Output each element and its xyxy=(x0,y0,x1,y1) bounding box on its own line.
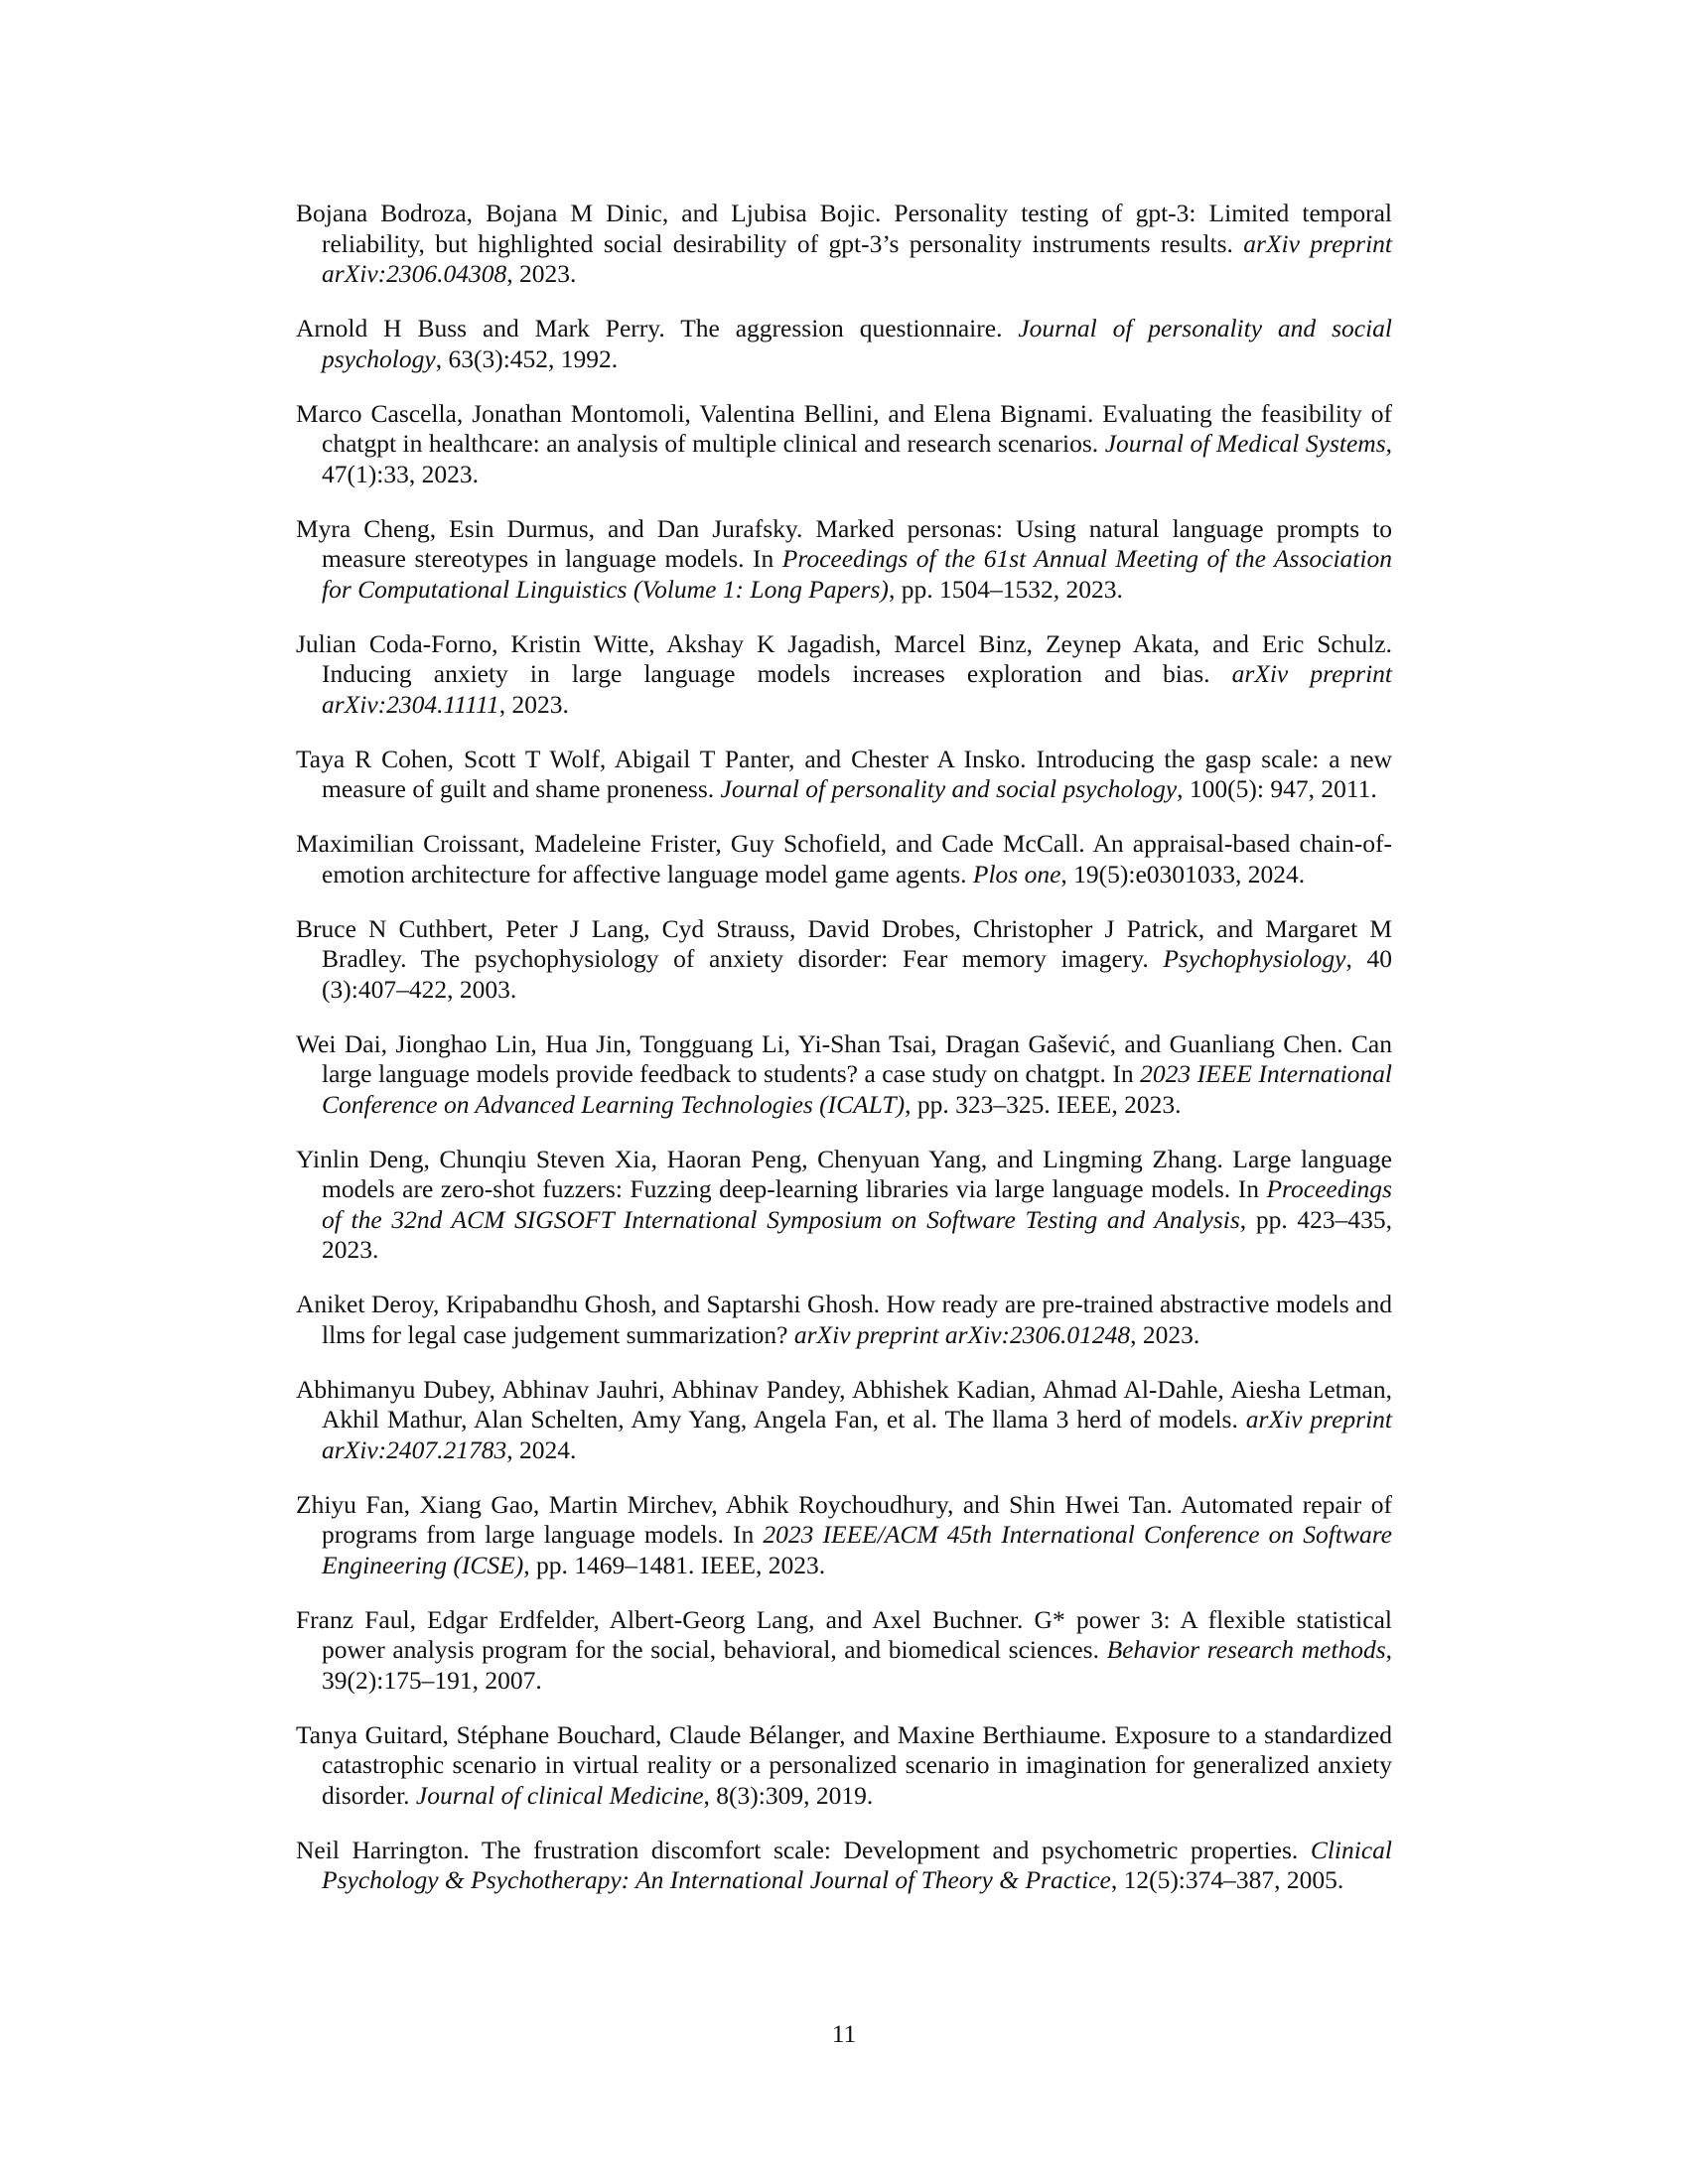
reference-venue: arXiv preprint arXiv:2304.11111 xyxy=(322,659,1392,719)
reference-text: Franz Faul, Edgar Erdfelder, Albert-Georg Lang, and Axel Buchner. G* power 3: A flexible statistical power analysis program for the social, behavioral, and biomedical sciences. xyxy=(296,1604,1392,1664)
reference-entry xyxy=(296,1490,1392,1581)
reference-text: Aniket Deroy, Kripabandhu Ghosh, and Saptarshi Ghosh. How ready are pre-trained abstractive models and llms for legal case judgement summarization? xyxy=(296,1290,1392,1349)
reference-text: Neil Harrington. The frustration discomfort scale: Development and psychometric properties. xyxy=(296,1835,1311,1864)
reference-venue: Journal of clinical Medicine xyxy=(415,1780,704,1810)
reference-entry xyxy=(296,1605,1392,1697)
reference-text: Marco Cascella, Jonathan Montomoli, Valentina Bellini, and Elena Bignami. Evaluating the feasibility of chatgpt in healthcare: an analysis of multiple clinical and research scenarios. xyxy=(296,398,1392,458)
reference-venue: arXiv preprint arXiv:2306.01248 xyxy=(793,1319,1131,1349)
reference-entry xyxy=(296,1290,1392,1350)
reference-list xyxy=(296,199,1392,1920)
reference-venue: Plos one xyxy=(972,859,1061,888)
reference-text: Tanya Guitard, Stéphane Bouchard, Claude Bélanger, and Maxine Berthiaume. Exposure to a standardized catastrophic scenario in virtual reality or a personalized scenario in imagination for generalized anxiety disorder. xyxy=(296,1719,1392,1810)
reference-text: Taya R Cohen, Scott T Wolf, Abigail T Panter, and Chester A Insko. Introducing the gasp scale: a new measure of guilt and shame proneness. xyxy=(296,744,1392,803)
reference-details: , 40 (3):407–422, 2003. xyxy=(322,944,1392,1004)
reference-text: Wei Dai, Jionghao Lin, Hua Jin, Tongguang Li, Yi-Shan Tsai, Dragan Gašević, and Guanliang Chen. Can large language models provide feedback to students? a case study on chatgpt. In xyxy=(296,1028,1392,1088)
reference-text: Bruce N Cuthbert, Peter J Lang, Cyd Strauss, David Drobes, Christopher J Patrick, and Margaret M Bradley. The psychophysiology of anxiety disorder: Fear memory imagery. xyxy=(296,913,1392,973)
reference-details: , pp. 1469–1481. IEEE, 2023. xyxy=(523,1550,826,1579)
reference-entry xyxy=(296,829,1392,889)
reference-entry xyxy=(296,314,1392,374)
reference-details: , 47(1):33, 2023. xyxy=(322,429,1392,488)
reference-entry xyxy=(296,1720,1392,1812)
reference-entry xyxy=(296,1029,1392,1121)
reference-entry xyxy=(296,745,1392,805)
reference-text: Arnold H Buss and Mark Perry. The aggression questionnaire. xyxy=(296,314,1019,342)
reference-venue: Proceedings of the 61st Annual Meeting of the Association for Computational Linguistics (Volume 1: Long Papers) xyxy=(322,544,1392,604)
reference-text: Yinlin Deng, Chunqiu Steven Xia, Haoran Peng, Chenyuan Yang, and Lingming Zhang. Large language models are zero-shot fuzzers: Fuzzing deep-learning libraries via large language models. In xyxy=(296,1144,1392,1203)
reference-venue: Journal of personality and social psychology xyxy=(720,774,1178,803)
reference-details: , 2023. xyxy=(498,689,569,719)
reference-entry xyxy=(296,1836,1392,1896)
reference-text: Julian Coda-Forno, Kristin Witte, Akshay K Jagadish, Marcel Binz, Zeynep Akata, and Eric Schulz. Inducing anxiety in large language models increases exploration and bias. xyxy=(296,628,1392,688)
reference-details: , pp. 423–435, 2023. xyxy=(322,1204,1392,1264)
reference-details: , 19(5):e0301033, 2024. xyxy=(1060,859,1306,888)
reference-details: , 2023. xyxy=(1130,1319,1200,1349)
reference-venue: arXiv preprint arXiv:2407.21783 xyxy=(322,1405,1392,1464)
reference-text: Abhimanyu Dubey, Abhinav Jauhri, Abhinav Pandey, Abhishek Kadian, Ahmad Al-Dahle, Aiesha Letman, Akhil Mathur, Alan Schelten, Amy Yang, Angela Fan, et al. The llama 3 herd of models. xyxy=(296,1374,1392,1433)
reference-venue: Journal of personality and social psychology xyxy=(322,314,1392,373)
reference-text: Maximilian Croissant, Madeleine Frister, Guy Schofield, and Cade McCall. An appraisal-based chain-of-emotion architecture for affective language model game agents. xyxy=(296,829,1392,888)
reference-entry xyxy=(296,199,1392,290)
reference-venue: Journal of Medical Systems xyxy=(1104,429,1386,458)
page-number: 11 xyxy=(831,2019,857,2048)
reference-details: , 63(3):452, 1992. xyxy=(435,343,619,373)
reference-entry xyxy=(296,514,1392,606)
reference-venue: Behavior research methods xyxy=(1106,1635,1386,1664)
reference-venue: 2023 IEEE International Conference on Advanced Learning Technologies (ICALT) xyxy=(322,1059,1392,1119)
reference-details: , 2023. xyxy=(506,259,577,288)
reference-entry xyxy=(296,914,1392,1006)
reference-details: , 8(3):309, 2019. xyxy=(703,1780,874,1810)
reference-details: , pp. 323–325. IEEE, 2023. xyxy=(905,1089,1182,1119)
reference-text: Myra Cheng, Esin Durmus, and Dan Jurafsky. Marked personas: Using natural language prompts to measure stereotypes in language models. In xyxy=(296,513,1392,573)
reference-entry xyxy=(296,629,1392,721)
reference-text: Bojana Bodroza, Bojana M Dinic, and Ljubisa Bojic. Personality testing of gpt-3: Limited temporal reliability, but highlighted social desirability of gpt-3’s personality instruments results. xyxy=(296,199,1392,258)
reference-venue: arXiv preprint arXiv:2306.04308 xyxy=(322,228,1392,288)
reference-venue: Psychophysiology xyxy=(1163,944,1346,973)
reference-details: , 100(5): 947, 2011. xyxy=(1177,774,1377,803)
reference-details: , 2024. xyxy=(506,1434,577,1464)
reference-venue: 2023 IEEE/ACM 45th International Conference on Software Engineering (ICSE) xyxy=(322,1520,1392,1579)
reference-text: Zhiyu Fan, Xiang Gao, Martin Mirchev, Abhik Roychoudhury, and Shin Hwei Tan. Automated repair of programs from large language models. In xyxy=(296,1489,1392,1549)
reference-entry xyxy=(296,1145,1392,1266)
reference-details: , 12(5):374–387, 2005. xyxy=(1110,1865,1344,1894)
reference-venue: Proceedings of the 32nd ACM SIGSOFT International Symposium on Software Testing and Analysis xyxy=(322,1174,1392,1234)
reference-details: , 39(2):175–191, 2007. xyxy=(322,1635,1393,1695)
reference-entry xyxy=(296,1375,1392,1466)
reference-details: , pp. 1504–1532, 2023. xyxy=(888,574,1123,604)
reference-venue: Clinical Psychology & Psychotherapy: An International Journal of Theory & Practice xyxy=(322,1835,1392,1894)
reference-entry xyxy=(296,399,1392,490)
